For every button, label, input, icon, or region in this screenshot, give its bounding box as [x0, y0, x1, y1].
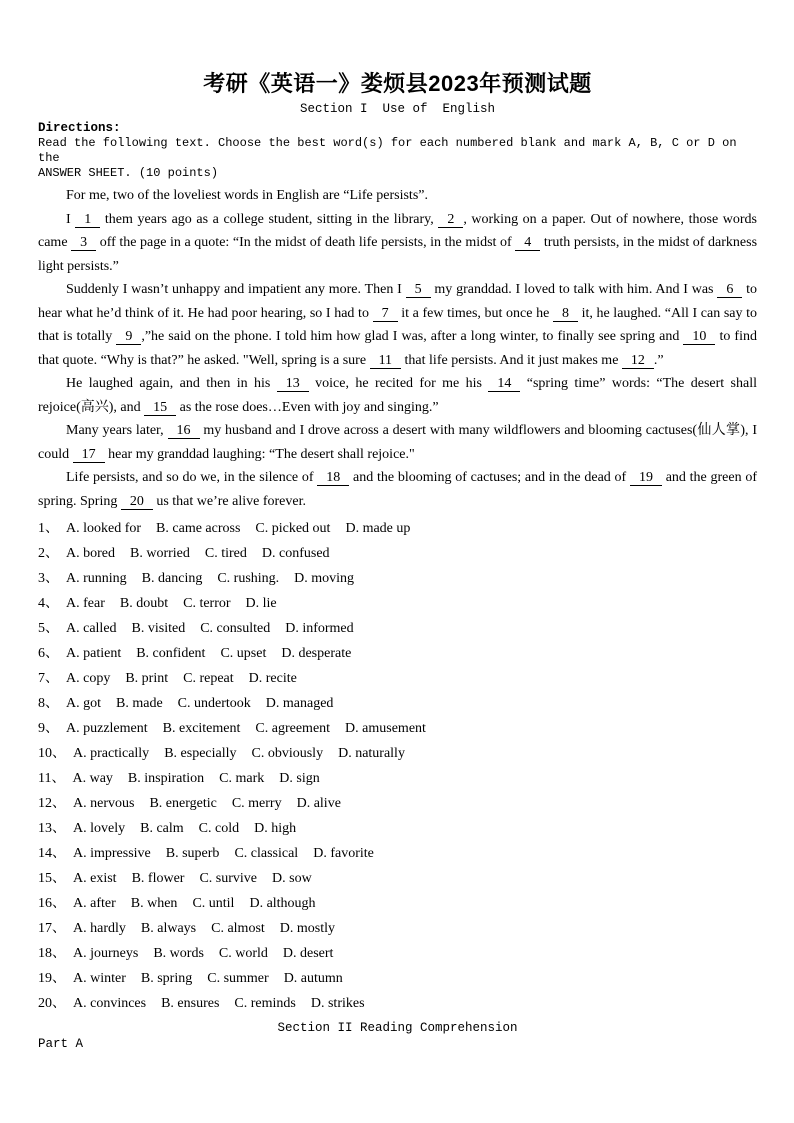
- section2-heading: Section II Reading Comprehension: [277, 1021, 518, 1035]
- cloze-blank-14: 14: [488, 376, 520, 392]
- question-6-option-A: A. patient: [66, 646, 122, 661]
- cloze-blank-11: 11: [370, 353, 401, 369]
- passage-text: it a few times, but once he: [397, 305, 553, 321]
- question-11-option-B: B. inspiration: [127, 771, 205, 786]
- question-17-option-D: D. mostly: [279, 921, 336, 936]
- question-16-option-A: A. after: [73, 896, 116, 911]
- question-7-option-A: A. copy: [66, 671, 111, 686]
- question-number: 1、: [38, 521, 59, 536]
- question-8-option-A: A. got: [66, 696, 101, 711]
- question-4-option-B: B. doubt: [119, 596, 169, 611]
- question-8-option-D: D. managed: [265, 696, 334, 711]
- cloze-blank-16: 16: [168, 423, 200, 439]
- question-number: 11、: [38, 771, 66, 786]
- question-3-option-A: A. running: [66, 571, 127, 586]
- cloze-blank-12: 12: [622, 353, 654, 369]
- cloze-blank-20: 20: [121, 494, 153, 510]
- question-14-option-C: C. classical: [234, 846, 299, 861]
- passage-paragraph: [38, 184, 757, 208]
- question-18-option-A: A. journeys: [73, 946, 139, 961]
- directions-block: [38, 121, 757, 181]
- passage-text: .”: [653, 352, 664, 368]
- question-5-option-A: A. called: [66, 621, 117, 636]
- passage-text: it, he laughed. “All I can say to that is totally: [38, 305, 758, 344]
- question-10-option-A: A. practically: [73, 746, 150, 761]
- passage-text: voice, he recited for me his: [308, 376, 489, 391]
- question-9-option-A: A. puzzlement: [66, 721, 148, 736]
- page-title: 考研《英语一》娄烦县2023年预测试题: [203, 71, 592, 96]
- question-16-option-B: B. when: [130, 896, 178, 911]
- passage-text: that life persists. And it just makes me: [401, 352, 622, 368]
- passage-text: as the rose does…Even with joy and singing.”: [176, 399, 439, 415]
- passage-paragraph: [38, 208, 757, 279]
- question-19: [38, 966, 757, 991]
- question-13-option-C: C. cold: [198, 821, 240, 836]
- question-20-option-B: B. ensures: [161, 996, 220, 1011]
- question-15-option-A: A. exist: [73, 871, 117, 886]
- question-14-option-D: D. favorite: [313, 846, 374, 861]
- question-10-option-D: D. naturally: [338, 746, 405, 761]
- question-number: 12、: [38, 796, 66, 811]
- question-18-option-D: D. desert: [282, 946, 334, 961]
- question-12-option-C: C. merry: [231, 796, 282, 811]
- question-15-option-C: C. survive: [199, 871, 258, 886]
- question-3-option-D: D. moving: [294, 571, 355, 586]
- question-number: 4、: [38, 596, 59, 611]
- question-20-option-C: C. reminds: [234, 996, 296, 1011]
- cloze-blank-19: 19: [630, 470, 662, 486]
- cloze-blank-4: 4: [515, 235, 540, 251]
- question-4-option-C: C. terror: [183, 596, 231, 611]
- question-19-option-D: D. autumn: [283, 971, 343, 986]
- passage-text: I: [66, 211, 76, 227]
- question-4: [38, 591, 757, 616]
- question-2-option-A: A. bored: [66, 546, 115, 561]
- question-17-option-C: C. almost: [211, 921, 265, 936]
- question-9-option-B: B. excitement: [162, 721, 241, 736]
- question-8: [38, 691, 757, 716]
- cloze-blank-6: 6: [717, 282, 742, 298]
- cloze-blank-9: 9: [116, 329, 141, 345]
- question-list: [38, 516, 757, 1016]
- question-6: [38, 641, 757, 666]
- cloze-blank-10: 10: [683, 329, 715, 345]
- question-4-option-D: D. lie: [245, 596, 277, 611]
- question-20-option-A: A. convinces: [73, 996, 147, 1011]
- question-15-option-D: D. sow: [272, 871, 312, 886]
- directions-line: ANSWER SHEET. (10 points): [38, 166, 219, 180]
- question-number: 15、: [38, 871, 66, 886]
- cloze-blank-5: 5: [406, 282, 431, 298]
- question-7-option-C: C. repeat: [183, 671, 234, 686]
- passage-text: ,”he said on the phone. I told him how glad I was, after a long winter, to finally see spring and: [141, 329, 684, 344]
- question-16: [38, 891, 757, 916]
- cloze-blank-15: 15: [144, 400, 176, 416]
- question-5-option-D: D. informed: [285, 621, 354, 636]
- passage-text: to hear what he’d think of it. He had poor hearing, so I had to: [38, 282, 758, 321]
- question-number: 3、: [38, 571, 59, 586]
- question-number: 17、: [38, 921, 66, 936]
- passage-text: “spring time” words: “The desert shall rejoice(高兴), and: [38, 376, 757, 415]
- cloze-blank-7: 7: [373, 306, 398, 322]
- question-8-option-B: B. made: [116, 696, 163, 711]
- question-3-option-C: C. rushing.: [217, 571, 280, 586]
- part-a-label: Part A: [38, 1037, 84, 1051]
- question-number: 20、: [38, 996, 66, 1011]
- question-5-option-C: C. consulted: [200, 621, 271, 636]
- question-number: 14、: [38, 846, 66, 861]
- question-14-option-A: A. impressive: [73, 846, 151, 861]
- question-13-option-D: D. high: [254, 821, 297, 836]
- passage-text: For me, two of the loveliest words in English are “Life persists”.: [66, 188, 428, 203]
- question-17-option-B: B. always: [140, 921, 197, 936]
- question-1-option-A: A. looked for: [66, 521, 142, 536]
- question-20-option-D: D. strikes: [310, 996, 365, 1011]
- question-number: 6、: [38, 646, 59, 661]
- question-11-option-C: C. mark: [219, 771, 265, 786]
- question-17-option-A: A. hardly: [73, 921, 126, 936]
- question-9-option-D: D. amusement: [345, 721, 426, 736]
- question-1-option-B: B. came across: [156, 521, 241, 536]
- question-number: 13、: [38, 821, 66, 836]
- question-6-option-D: D. desperate: [281, 646, 352, 661]
- cloze-passage: [38, 184, 757, 513]
- passage-text: , working on a paper. Out of nowhere, those words came: [38, 211, 757, 250]
- cloze-blank-17: 17: [73, 447, 105, 463]
- question-12-option-A: A. nervous: [73, 796, 135, 811]
- directions-label: Directions:: [38, 121, 121, 135]
- section1-heading: Section I Use of English: [299, 102, 496, 116]
- question-5: [38, 616, 757, 641]
- question-19-option-B: B. spring: [140, 971, 193, 986]
- passage-text: and the blooming of cactuses; and in the dead of: [349, 470, 630, 485]
- question-10: [38, 741, 757, 766]
- question-9-option-C: C. agreement: [255, 721, 331, 736]
- passage-paragraph: [38, 466, 757, 513]
- question-11: [38, 766, 757, 791]
- question-18-option-B: B. words: [153, 946, 204, 961]
- question-2-option-C: C. tired: [204, 546, 247, 561]
- cloze-blank-18: 18: [317, 470, 349, 486]
- directions-text: [38, 136, 757, 181]
- passage-text: my granddad. I loved to talk with him. And I was: [430, 282, 718, 297]
- question-number: 8、: [38, 696, 59, 711]
- question-2-option-D: D. confused: [261, 546, 330, 561]
- question-12-option-D: D. alive: [296, 796, 341, 811]
- passage-paragraph: [38, 419, 757, 466]
- question-2-option-B: B. worried: [130, 546, 190, 561]
- cloze-blank-1: 1: [75, 212, 100, 228]
- question-11-option-A: A. way: [72, 771, 113, 786]
- question-19-option-A: A. winter: [73, 971, 126, 986]
- question-number: 16、: [38, 896, 66, 911]
- question-10-option-B: B. especially: [164, 746, 237, 761]
- question-6-option-C: C. upset: [220, 646, 267, 661]
- question-11-option-D: D. sign: [279, 771, 320, 786]
- question-16-option-C: C. until: [192, 896, 235, 911]
- question-7: [38, 666, 757, 691]
- question-number: 7、: [38, 671, 59, 686]
- question-19-option-C: C. summer: [207, 971, 269, 986]
- question-18: [38, 941, 757, 966]
- question-7-option-B: B. print: [125, 671, 169, 686]
- passage-text: my husband and I drove across a desert with many wildflowers and blooming cactuses(仙人掌), I could: [38, 423, 758, 462]
- passage-text: hear my granddad laughing: “The desert shall rejoice.": [104, 446, 415, 462]
- passage-text: He laughed again, and then in his: [66, 376, 277, 391]
- question-2: [38, 541, 757, 566]
- question-14: [38, 841, 757, 866]
- question-12: [38, 791, 757, 816]
- question-6-option-B: B. confident: [136, 646, 206, 661]
- question-14-option-B: B. superb: [165, 846, 220, 861]
- question-1: [38, 516, 757, 541]
- question-number: 9、: [38, 721, 59, 736]
- question-number: 10、: [38, 746, 66, 761]
- passage-text: them years ago as a college student, sitting in the library,: [100, 211, 439, 227]
- question-20: [38, 991, 757, 1016]
- cloze-blank-3: 3: [71, 235, 96, 251]
- question-4-option-A: A. fear: [66, 596, 105, 611]
- question-number: 19、: [38, 971, 66, 986]
- question-number: 5、: [38, 621, 59, 636]
- passage-text: off the page in a quote: “In the midst of death life persists, in the midst of: [96, 235, 516, 250]
- question-1-option-D: D. made up: [345, 521, 411, 536]
- question-13: [38, 816, 757, 841]
- cloze-blank-13: 13: [277, 376, 309, 392]
- question-9: [38, 716, 757, 741]
- question-18-option-C: C. world: [218, 946, 268, 961]
- question-number: 18、: [38, 946, 66, 961]
- passage-text: Many years later,: [66, 423, 168, 438]
- question-17: [38, 916, 757, 941]
- question-number: 2、: [38, 546, 59, 561]
- passage-text: to find that quote. “Why is that?” he asked. "Well, spring is a sure: [38, 329, 757, 368]
- passage-paragraph: [38, 278, 757, 372]
- question-15-option-B: B. flower: [131, 871, 185, 886]
- passage-text: and the green of spring. Spring: [38, 470, 758, 509]
- question-16-option-D: D. although: [249, 896, 316, 911]
- question-12-option-B: B. energetic: [149, 796, 217, 811]
- question-1-option-C: C. picked out: [255, 521, 331, 536]
- question-13-option-B: B. calm: [140, 821, 184, 836]
- passage-text: truth persists, in the midst of darkness light persists.”: [38, 235, 758, 274]
- question-13-option-A: A. lovely: [73, 821, 126, 836]
- passage-paragraph: [38, 372, 757, 419]
- cloze-blank-8: 8: [553, 306, 578, 322]
- passage-text: Suddenly I wasn’t unhappy and impatient any more. Then I: [66, 282, 406, 297]
- question-7-option-D: D. recite: [248, 671, 297, 686]
- question-10-option-C: C. obviously: [251, 746, 324, 761]
- passage-text: us that we’re alive forever.: [152, 493, 306, 509]
- cloze-blank-2: 2: [438, 212, 463, 228]
- directions-line: Read the following text. Choose the best word(s) for each numbered blank and mark A, B, C or D on the: [38, 136, 744, 165]
- passage-text: Life persists, and so do we, in the silence of: [66, 470, 318, 485]
- question-15: [38, 866, 757, 891]
- question-5-option-B: B. visited: [131, 621, 186, 636]
- question-8-option-C: C. undertook: [177, 696, 251, 711]
- question-3: [38, 566, 757, 591]
- question-3-option-B: B. dancing: [141, 571, 203, 586]
